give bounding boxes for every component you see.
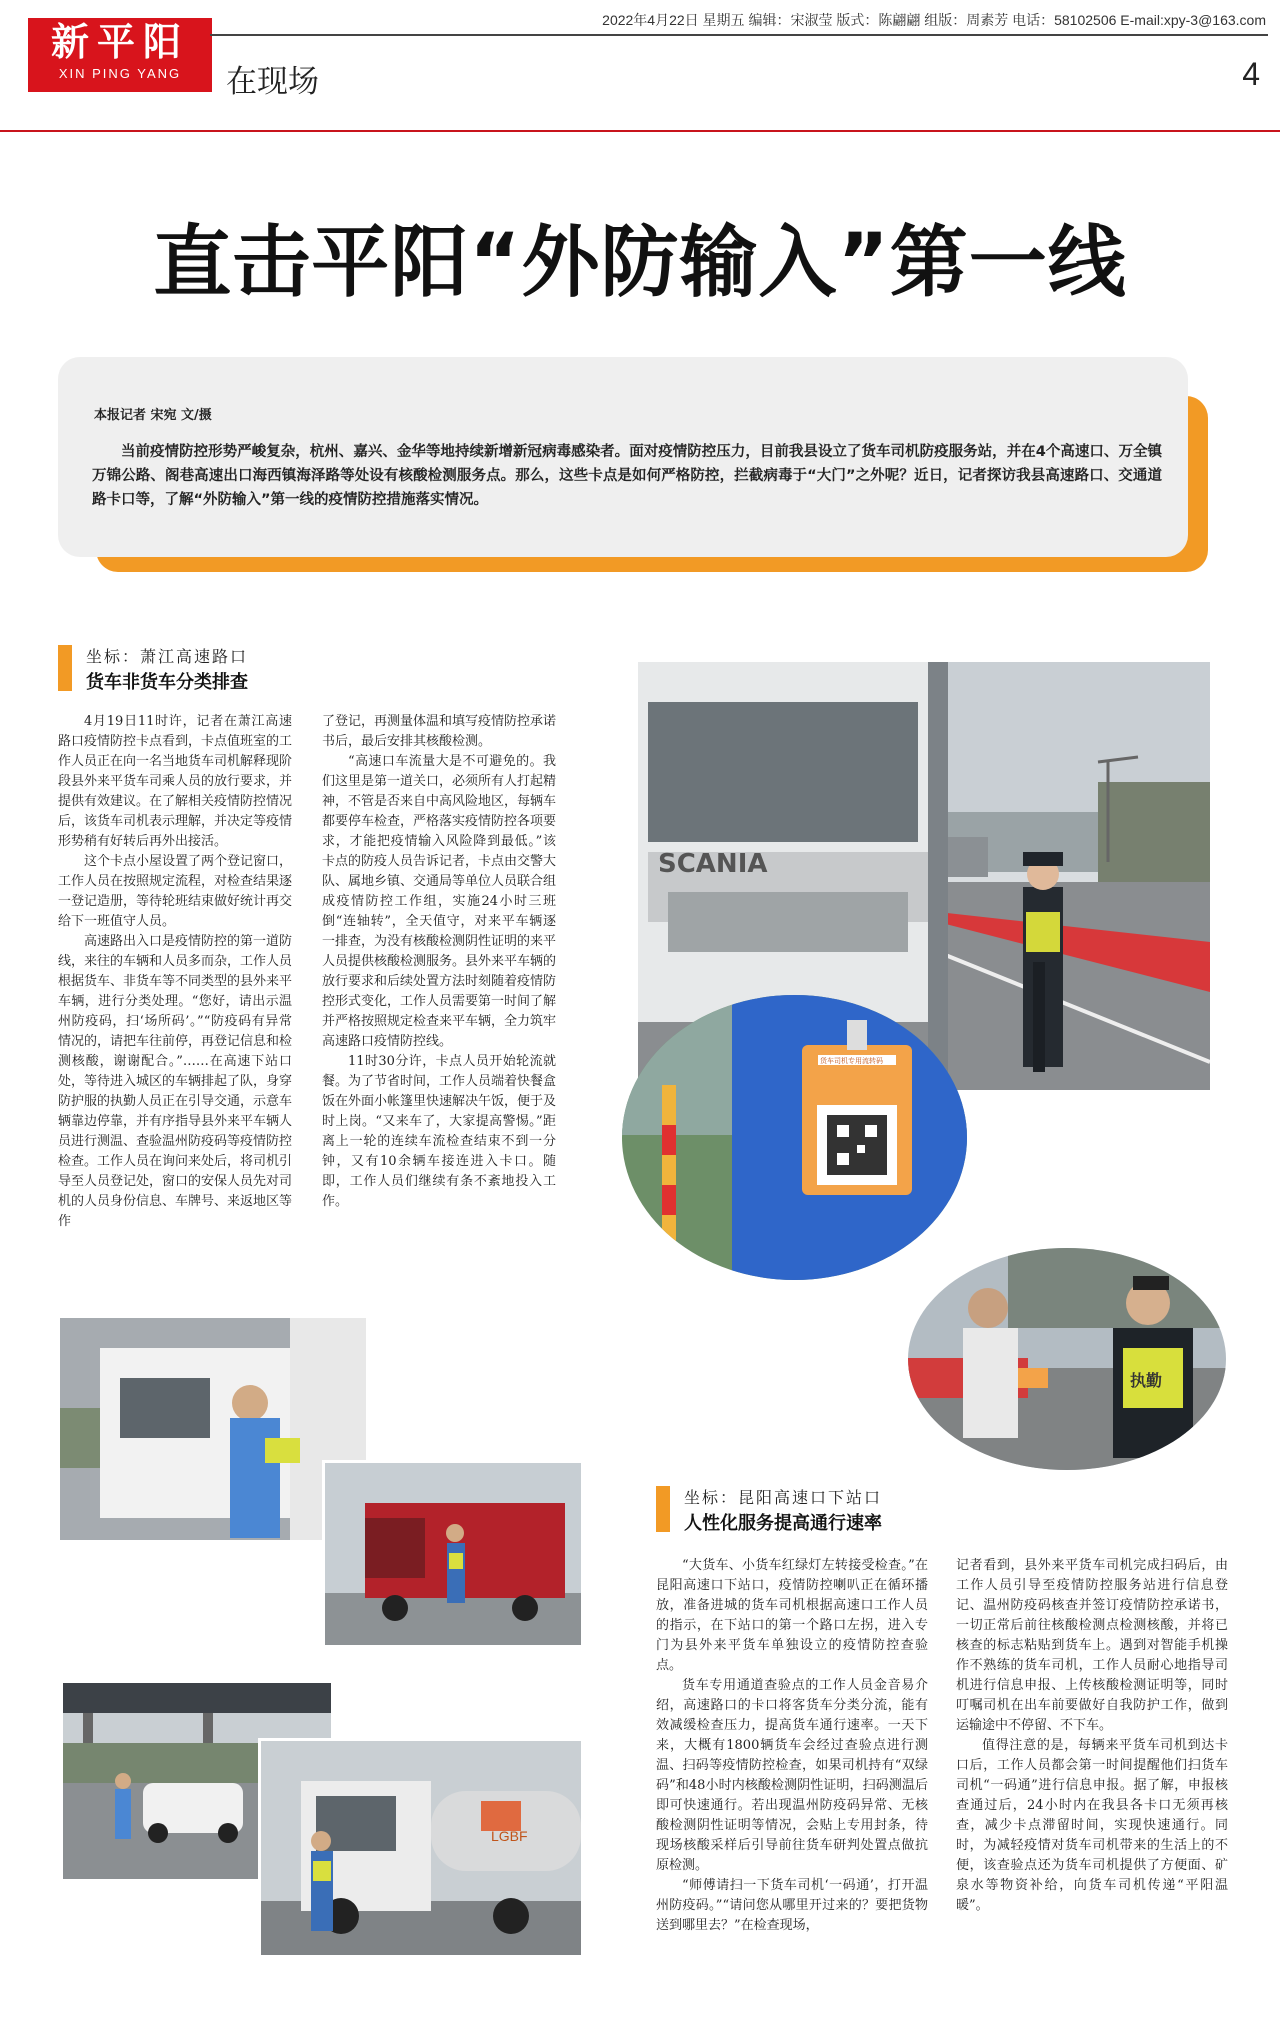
paragraph: “大货车、小货车红绿灯左转接受检查。”在昆阳高速口下站口，疫情防控喇叭正在循环播放，准备进城的货车司机根据高速口工作人员的指示，在下站口的第一个路口左拐，进入专门为县外来平货车单独设立的疫情防控查验点。 <box>656 1558 928 1673</box>
paragraph: 高速路出入口是疫情防控的第一道防线，来往的车辆和人员多而杂，工作人员根据货车、非货车等不同类型的县外来平车辆，进行分类处理。“您好，请出示温州防疫码，扫‘场所码’。”“防疫码有异常情况的，请把车往前停，再登记信息和检测核酸，谢谢配合。”……在高速下站口处，等待进入城区的车辆排起了队，身穿防护服的执勤人员正在引导交通，示意车辆靠边停靠，并有序指导县外来平车辆人员进行测温、查验温州防疫码等疫情防控检查。工作人员在询问来处后，将司机引导至人员登记处，窗口的安保人员先对司机的人员身份信息、车牌号、来返地区等作 <box>58 934 293 1229</box>
paragraph: 货车专用通道查验点的工作人员金音易介绍，高速路口的卡口将客货车分类分流，能有效减缓检查压力，提高货车通行速率。一天下来，大概有1800辆货车会经过查验点进行测温、扫码等疫情防控检查，如果司机持有“双绿码”和48小时内核酸检测阴性证明，扫码测温后即可快速通行。若出现温州防疫码异常、无核酸检测阴性证明等情况，会贴上专用封条，待现场核酸采样后引导前往货车研判处置点做抗原检测。 <box>656 1678 928 1873</box>
paragraph: 这个卡点小屋设置了两个登记窗口，工作人员在按照规定流程，对检查结果逐一登记造册，等待轮班结束做好统计再交给下一班值守人员。 <box>58 854 293 929</box>
section1-column-2 <box>322 712 556 1212</box>
section2-kicker: 坐标：昆阳高速口下站口 <box>684 1488 883 1507</box>
photo-officer-driver <box>908 1248 1226 1470</box>
header-meta: 2022年4月22日 星期五 编辑：宋淑莹 版式：陈翩翩 组版：周素芳 电话：58102506 E-mail:xpy-3@163.com <box>602 12 1266 28</box>
masthead-logo <box>28 18 212 92</box>
section1-title: 货车非货车分类排查 <box>86 672 248 693</box>
logo-tab <box>200 18 212 44</box>
paragraph: 值得注意的是，每辆来平货车司机到达卡口后，工作人员都会第一时间提醒他们扫货车司机“一码通”进行信息申报。据了解，申报核查通过后，24小时内在我县各卡口无须再核查，减少卡点滞留时间，实现快速通行。同时，为减轻疫情对货车司机带来的生活上的不便，该查验点还为货车司机提供了方便面、矿泉水等物资补给，向货车司机传递“平阳温暖”。 <box>956 1738 1228 1913</box>
page-number: 4 <box>1242 56 1260 92</box>
section2-column-2 <box>956 1556 1228 1916</box>
photo-tanker-truck <box>258 1738 584 1958</box>
section-name: 在现场 <box>226 64 319 100</box>
logo-chinese: 新平阳 <box>50 19 189 64</box>
qr-card-title: 货车司机专用流转码 <box>820 1057 883 1065</box>
photo-red-truck <box>322 1460 584 1648</box>
photo-van-check <box>60 1318 366 1540</box>
logo-english: XIN PING YANG <box>58 66 182 81</box>
paragraph: 了登记，再测量体温和填写疫情防控承诺书后，最后安排其核酸检测。 <box>322 714 557 749</box>
scania-text: SCANIA <box>658 849 768 879</box>
section1-column-1 <box>58 712 292 1232</box>
photo-qr-card <box>622 995 967 1280</box>
paragraph: 11时30分许，卡点人员开始轮流就餐。为了节省时间，工作人员端着快餐盒饭在外面小帐篷里快速解决午饭，便于及时上岗。“又来车了，大家提高警惕。”距离上一轮的连续车流检查结束不到一分钟，又有10余辆车接连进入卡口。随即，工作人员们继续有条不紊地投入工作。 <box>322 1054 557 1209</box>
vest-text: 执勤 <box>1130 1371 1163 1390</box>
header-rule <box>210 34 1268 36</box>
section2-title: 人性化服务提高通行速率 <box>684 1513 882 1534</box>
byline: 本报记者 宋宛 文/摄 <box>94 408 212 423</box>
paragraph: 4月19日11时许，记者在萧江高速路口疫情防控卡点看到，卡点值班室的工作人员正在向一名当地货车司机解释现阶段县外来平货车司乘人员的放行要求，并提供有效建议。在了解相关疫情防控情况后，该货车司机表示理解，并决定等疫情形势稍有好转后再外出接活。 <box>58 714 293 849</box>
intro-paragraph: 当前疫情防控形势严峻复杂，杭州、嘉兴、金华等地持续新增新冠病毒感染者。面对疫情防控压力，目前我县设立了货车司机防疫服务站，并在4个高速口、万全镇万锦公路、阁巷高速出口海西镇海泽路等处设有核酸检测服务点。那么，这些卡点是如何严格防控，拦截病毒于“大门”之外呢？近日，记者探访我县高速路口、交通道路卡口等，了解“外防输入”第一线的疫情防控措施落实情况。 <box>92 444 1162 508</box>
header-divider <box>0 130 1280 132</box>
page-headline: 直击平阳“外防输入”第一线 <box>153 218 1127 308</box>
section1-kicker: 坐标：萧江高速路口 <box>86 647 249 666</box>
paragraph: “高速口车流量大是不可避免的。我们这里是第一道关口，必须所有人打起精神，不管是否来自中高风险地区，每辆车都要停车检查，严格落实疫情防控各项要求，才能把疫情输入风险降到最低。”该卡点的防疫人员告诉记者，卡点由交警大队、属地乡镇、交通局等单位人员联合组成疫情防控工作组，实施24小时三班倒“连轴转”，全天值守，对来平车辆逐一排查，为没有核酸检测阴性证明的来平人员提供核酸检测服务。县外来平车辆的放行要求和后续处置方法时刻随着疫情防控形式变化，工作人员需要第一时间了解并严格按照规定检查来平车辆，全力筑牢高速路口疫情防控线。 <box>322 754 557 1049</box>
paragraph: “师傅请扫一下货车司机‘一码通’，打开温州防疫码。”“请问您从哪里开过来的？要把货物送到哪里去？”在检查现场， <box>656 1878 928 1933</box>
section2-accent-bar <box>656 1486 670 1532</box>
paragraph: 记者看到，县外来平货车司机完成扫码后，由工作人员引导至疫情防控服务站进行信息登记、温州防疫码核查并签订疫情防控承诺书，一切正常后前往核酸检测点检测核酸，并将已核查的标志粘贴到货车上。遇到对智能手机操作不熟练的货车司机，工作人员耐心地指导司机进行信息申报、上传核酸检测证明等，同时叮嘱司机在出车前要做好自我防护工作，做到运输途中不停留、不下车。 <box>956 1558 1228 1733</box>
tanker-text: LGBF <box>491 1828 528 1844</box>
section1-accent-bar <box>58 645 72 691</box>
section2-column-1 <box>656 1556 928 1936</box>
